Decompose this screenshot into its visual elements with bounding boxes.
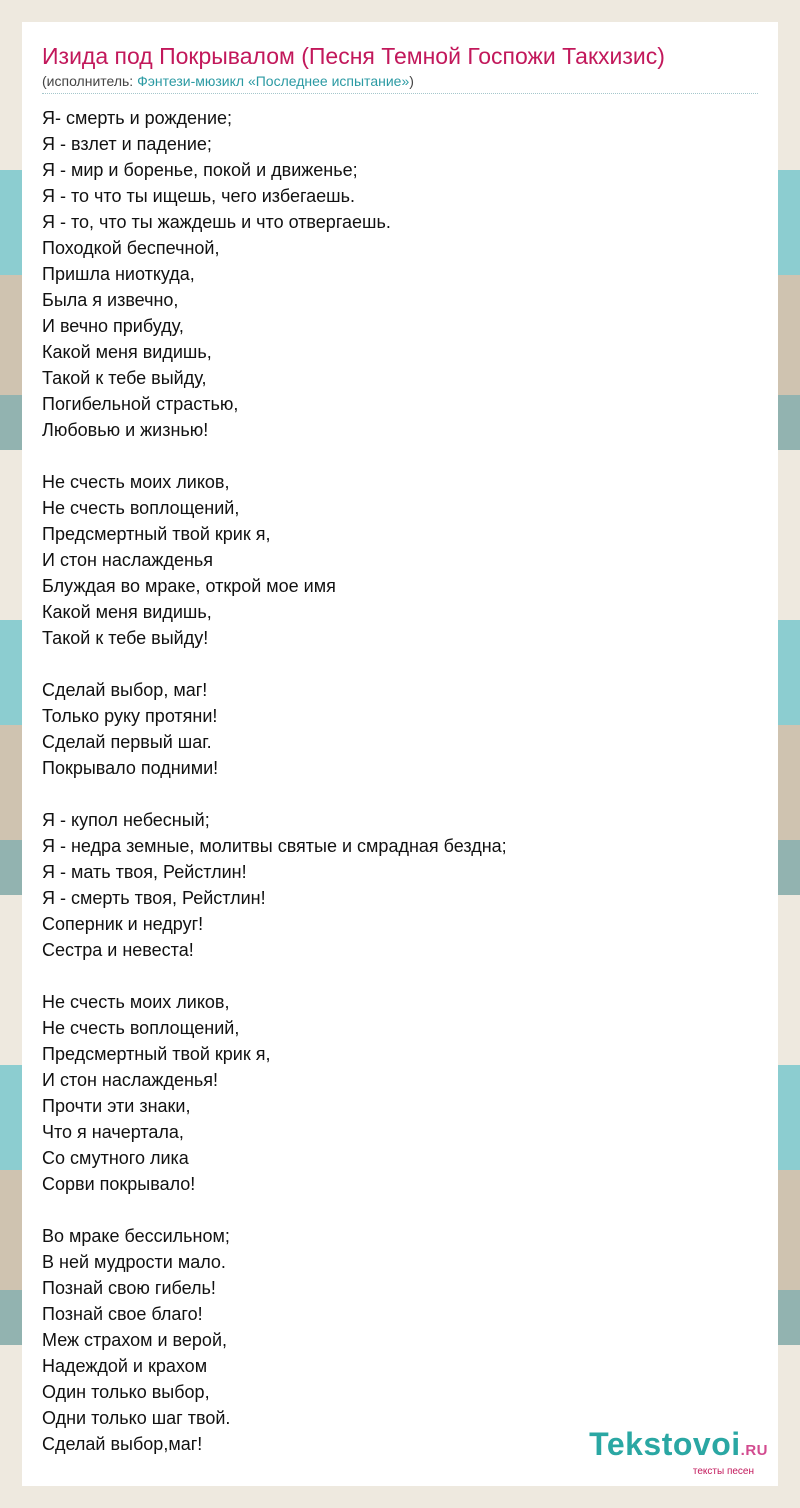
lyric-line: Предсмертный твой крик я, [42,524,271,544]
lyric-line: Познай свое благо! [42,1304,203,1324]
lyric-line: Покрывало подними! [42,758,219,778]
lyric-line: И стон наслажденья! [42,1070,219,1090]
artist-prefix: (исполнитель: [42,73,138,89]
lyric-line: Познай свою гибель! [42,1278,216,1298]
lyric-line: Во мраке бессильном; [42,1226,230,1246]
lyric-line: Сестра и невеста! [42,940,194,960]
lyric-line: Не счесть воплощений, [42,498,240,518]
lyric-line: Надеждой и крахом [42,1356,208,1376]
artist-line [42,72,762,90]
logo-tld: .RU [740,1442,768,1459]
lyric-line: Один только выбор, [42,1382,210,1402]
stanza-gap [42,443,758,469]
lyric-line: В ней мудрости мало. [42,1252,226,1272]
lyric-line: Пришла ниоткуда, [42,264,195,284]
title-divider [42,93,758,94]
lyric-line: Я - купол небесный; [42,810,210,830]
lyric-line: Что я начертала, [42,1122,184,1142]
lyric-line: Такой к тебе выйду, [42,368,207,388]
lyric-line: Сделай выбор, маг! [42,680,208,700]
lyric-line: Одни только шаг твой. [42,1408,231,1428]
lyric-line: И вечно прибуду, [42,316,184,336]
lyric-line: Я - недра земные, молитвы святые и смрадная бездна; [42,836,507,856]
logo-tagline: тексты песен [692,1466,754,1477]
stanza-gap [42,651,758,677]
lyric-line: Блуждая во мраке, открой мое имя [42,576,336,596]
lyric-line: Я - взлет и падение; [42,134,212,154]
lyric-line: Предсмертный твой крик я, [42,1044,271,1064]
lyric-line: И стон наслажденья [42,550,214,570]
lyric-line: Такой к тебе выйду! [42,628,209,648]
lyric-line: Не счесть моих ликов, [42,472,230,492]
lyric-line: Я - то, что ты жаждешь и что отвергаешь. [42,212,391,232]
artist-suffix: ) [409,73,414,89]
lyric-line: Я- смерть и рождение; [42,108,233,128]
lyric-line: Сделай выбор,маг! [42,1434,203,1454]
site-logo[interactable] [589,1427,768,1478]
lyric-line: Соперник и недруг! [42,914,204,934]
lyric-line: Я - мать твоя, Рейстлин! [42,862,247,882]
lyric-line: Сорви покрывало! [42,1174,196,1194]
lyric-line: Какой меня видишь, [42,602,212,622]
lyric-line: Какой меня видишь, [42,342,212,362]
stanza-gap [42,781,758,807]
song-title: Изида под Покрывалом (Песня Темной Госпожи Такхизис) [42,43,665,69]
lyric-line: Погибельной страстью, [42,394,239,414]
lyrics-body [42,105,758,1457]
lyric-line: Прочти эти знаки, [42,1096,191,1116]
lyrics-card [22,22,778,1486]
lyric-line: Со смутного лика [42,1148,189,1168]
lyric-line: Я - смерть твоя, Рейстлин! [42,888,266,908]
artist-link[interactable]: Фэнтези-мюзикл «Последнее испытание» [137,73,410,89]
lyric-line: Я - мир и боренье, покой и движенье; [42,160,358,180]
lyric-line: Я - то что ты ищешь, чего избегаешь. [42,186,355,206]
lyric-line: Походкой беспечной, [42,238,220,258]
stanza-gap [42,963,758,989]
lyric-line: Была я извечно, [42,290,179,310]
stanza-gap [42,1197,758,1223]
lyric-line: Не счесть моих ликов, [42,992,230,1012]
lyric-line: Не счесть воплощений, [42,1018,240,1038]
logo-brand: Tekstovoi [589,1426,741,1462]
lyric-line: Сделай первый шаг. [42,732,212,752]
lyric-line: Любовью и жизнью! [42,420,209,440]
lyric-line: Меж страхом и верой, [42,1330,228,1350]
lyric-line: Только руку протяни! [42,706,218,726]
